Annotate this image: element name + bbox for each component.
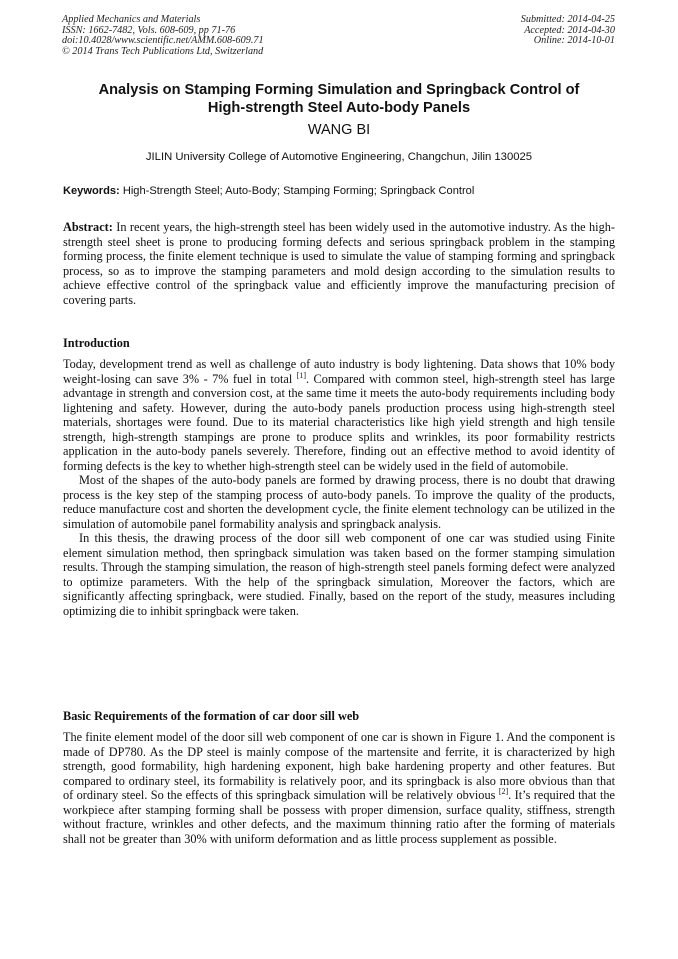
paper-title — [62, 81, 616, 117]
keywords-line — [63, 184, 616, 198]
intro-paragraph-2: Most of the shapes of the auto-body panels are formed by drawing process, there is no doubt that drawing process is the key step of the stamping process of auto-body panels. To improve the quality of the products, reduce manufacture cost and shorten the development cycle, the finite element technology can be utilized in the simulation of automobile panel formability analysis and springback analysis. — [63, 473, 615, 531]
basic-requirements-body — [63, 730, 615, 846]
accepted-date: Accepted: 2014-04-30 — [524, 24, 615, 36]
author-name: WANG BI — [307, 122, 371, 138]
intro-paragraph-3: In this thesis, the drawing process of the door sill web component of one car was studied using Finite element simulation method, then springback simulation was taken based on the former stamping simulation results. Through the stamping simulation, the reason of high-strength steel panels forming defect were analyzed to optimize parameters. With the help of the springback simulation, Moreover the factors, which are significantly affecting springback, were studied. Finally, based on the report of the study, measures including optimizing die to inhibit springback were taken. — [63, 531, 615, 618]
journal-doi: doi:10.4028/www.scientific.net/AMM.608-609.71 — [62, 35, 264, 47]
intro-paragraph-1 — [63, 357, 615, 473]
introduction-heading: Introduction — [63, 336, 130, 350]
citation-2[interactable]: [2] — [498, 787, 509, 796]
title-line-2: High-strength Steel Auto-body Panels — [207, 100, 471, 116]
basic-requirements-heading: Basic Requirements of the formation of car door sill web — [63, 709, 360, 723]
journal-copyright: © 2014 Trans Tech Publications Ltd, Switzerland — [62, 45, 264, 57]
basic-paragraph-1 — [63, 730, 615, 846]
author-affiliation: JILIN University College of Automotive Engineering, Changchun, Jilin 130025 — [145, 151, 533, 163]
intro-p1-text-a: Today, development trend as well as challenge of auto industry is body lightening. Data shows that 10% body weight-losing can save 3% - 7% fuel in total — [63, 357, 615, 386]
submission-dates — [521, 15, 615, 47]
keywords-label: Keywords: — [63, 185, 120, 197]
keywords-text: High-Strength Steel; Auto-Body; Stamping Forming; Springback Control — [122, 185, 475, 197]
journal-header — [62, 15, 264, 57]
abstract — [63, 220, 615, 307]
citation-1[interactable]: [1] — [296, 370, 307, 380]
basic-p1-text-a: The finite element model of the door sill web component of one car is shown in Figure 1. And the component is made of DP780. As the DP steel is mainly compose of the martensite and ferrite, it is characterized by high strength, good formability, high hardening exponent, high bake hardening property and other features. But compared to ordinary steel, its formability is relatively poor, and its springback is also more obvious than that of ordinary steel. So the effects of this springback simulation will be relatively obvious — [63, 730, 615, 802]
journal-name: Applied Mechanics and Materials — [62, 14, 201, 25]
abstract-label: Abstract: — [63, 220, 113, 234]
journal-issn: ISSN: 1662-7482, Vols. 608-609, pp 71-76 — [62, 24, 236, 36]
basic-p1-text-b: . It’s required that the workpiece after stamping forming shall be possess with proper dimension, surface quality, stiffness, strength without fracture, wrinkles and other defects, and the maximum thinning ratio after the forming of materials shall not be greater than 30% with uniform deformation and as little process supplement as possible. — [63, 788, 616, 846]
introduction-body — [63, 357, 615, 618]
online-date: Online: 2014-10-01 — [533, 35, 615, 47]
submitted-date: Submitted: 2014-04-25 — [520, 14, 615, 25]
abstract-text: In recent years, the high-strength steel has been widely used in the automotive industry. As the high-strength steel sheet is prone to producing forming defects and serious springback problem in the stamping forming process, the finite element technique is used to simulate the value of stamping forming and springback process, so as to improve the stamping parameters and mold design according to the simulation results to achieve effective control of the springback value and efficiently improve the manufacturing precision of covering parts. — [63, 220, 615, 307]
title-line-1: Analysis on Stamping Forming Simulation and Springback Control of — [98, 82, 580, 98]
intro-p1-text-b: . Compared with common steel, high-strength steel has large advantage in strength and conversion cost, at the same time it meets the auto-body requirements including body lightening and safety. However, during the auto-body panels production process using high-strength steel materials, shortages were found. Due to its material characteristics like high yield strength and high tensile strength, high-strength stampings are prone to produce splits and wrinkles, its poor formability restricts application in the auto-body panels severely. Therefore, finding out an effective method to avoid identity of forming defects is the key to whether high-strength steel can be widely used in the field of automobile. — [63, 371, 615, 473]
